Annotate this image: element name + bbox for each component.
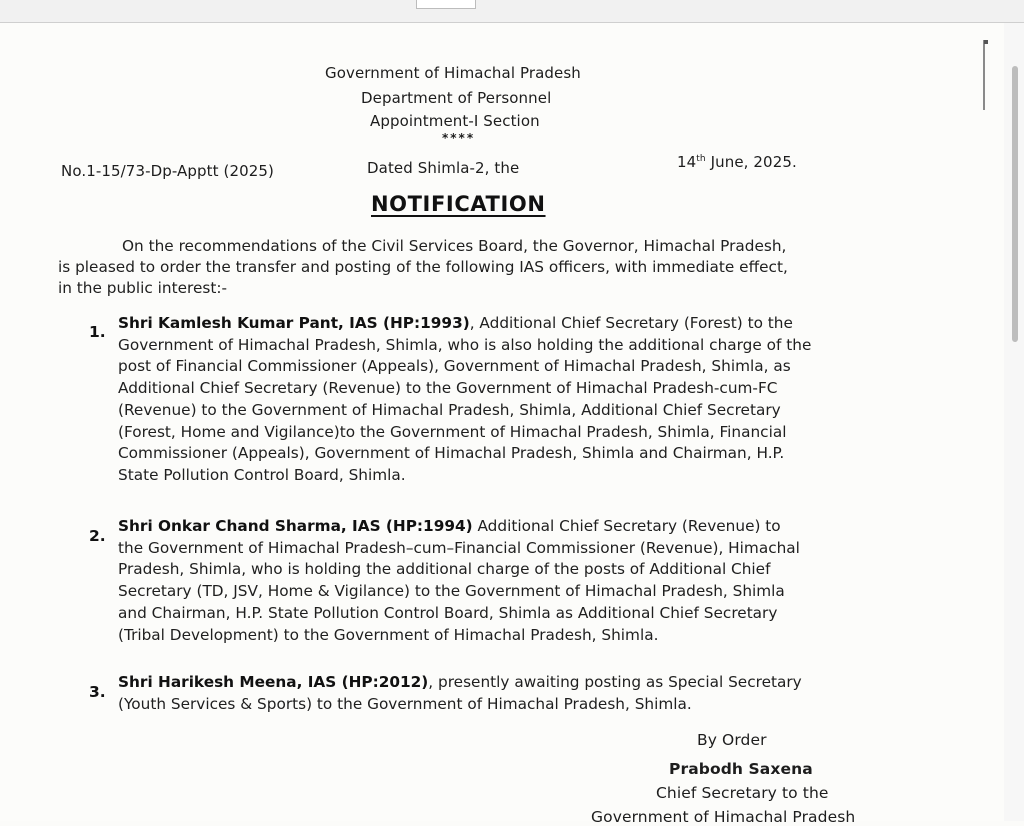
item-1-text: , Additional Chief Secretary (Forest) to the bbox=[469, 314, 793, 332]
header-section: Appointment-I Section bbox=[370, 112, 540, 130]
item-2-line: Secretary (TD, JSV, Home & Vigilance) to the Government of Himachal Pradesh, Shimla bbox=[118, 582, 785, 601]
signatory-organization: Government of Himachal Pradesh bbox=[591, 808, 856, 826]
intro-paragraph bbox=[58, 236, 788, 299]
item-2-line: and Chairman, H.P. State Pollution Control Board, Shimla as Additional Chief Secretary bbox=[118, 603, 778, 622]
intro-line-2: is pleased to order the transfer and posting of the following IAS officers, with immediate effect, bbox=[58, 258, 788, 276]
item-1-number: 1. bbox=[89, 323, 106, 341]
item-2-line: (Tribal Development) to the Government of Himachal Pradesh, Shimla. bbox=[118, 625, 659, 644]
signatory-name: Prabodh Saxena bbox=[669, 760, 813, 778]
item-3-number: 3. bbox=[89, 683, 106, 701]
item-1-line: State Pollution Control Board, Shimla. bbox=[118, 465, 406, 484]
signatory-designation: Chief Secretary to the bbox=[656, 784, 829, 802]
item-1-line: post of Financial Commissioner (Appeals), Government of Himachal Pradesh, Shimla, as bbox=[118, 357, 791, 376]
dated-label: Dated Shimla-2, the bbox=[367, 159, 520, 177]
header-stars: **** bbox=[442, 131, 476, 145]
notification-title: NOTIFICATION bbox=[371, 192, 546, 216]
notification-date: 14th June, 2025. bbox=[677, 153, 797, 171]
item-1-line: Additional Chief Secretary (Revenue) to the Government of Himachal Pradesh-cum-FC bbox=[118, 379, 778, 398]
item-2-officer-name: Shri Onkar Chand Sharma, IAS (HP:1994) bbox=[118, 517, 473, 535]
item-1-line: Government of Himachal Pradesh, Shimla, who is also holding the additional charge of the bbox=[118, 335, 812, 354]
viewer-toolbar bbox=[0, 0, 1024, 23]
item-3-officer-name: Shri Harikesh Meena, IAS (HP:2012) bbox=[118, 673, 429, 691]
header-department: Department of Personnel bbox=[361, 89, 552, 107]
item-2-line: Pradesh, Shimla, who is holding the additional charge of the posts of Additional Chief bbox=[118, 560, 771, 579]
item-1-line: (Revenue) to the Government of Himachal Pradesh, Shimla, Additional Chief Secretary bbox=[118, 400, 781, 419]
item-2 bbox=[118, 516, 800, 646]
item-3-line: (Youth Services & Sports) to the Government of Himachal Pradesh, Shimla. bbox=[118, 694, 692, 713]
intro-line-3: in the public interest:- bbox=[58, 279, 228, 297]
page-edge-dot bbox=[984, 40, 988, 44]
viewer-tab[interactable] bbox=[416, 0, 476, 9]
item-3 bbox=[118, 672, 802, 715]
item-1-officer-name: Shri Kamlesh Kumar Pant, IAS (HP:1993) bbox=[118, 314, 470, 332]
page-edge-mark bbox=[983, 40, 985, 110]
reference-number: No.1-15/73-Dp-Apptt (2025) bbox=[61, 162, 274, 180]
scrollbar-thumb[interactable] bbox=[1012, 66, 1018, 342]
by-order: By Order bbox=[697, 731, 767, 749]
item-1-line: (Forest, Home and Vigilance)to the Government of Himachal Pradesh, Shimla, Financial bbox=[118, 422, 787, 441]
item-3-text: , presently awaiting posting as Special Secretary bbox=[428, 673, 802, 691]
item-2-line: the Government of Himachal Pradesh–cum–Financial Commissioner (Revenue), Himachal bbox=[118, 538, 800, 557]
item-2-number: 2. bbox=[89, 527, 106, 545]
intro-line-1: On the recommendations of the Civil Services Board, the Governor, Himachal Pradesh, bbox=[122, 237, 787, 255]
item-1-line: Commissioner (Appeals), Government of Himachal Pradesh, Shimla and Chairman, H.P. bbox=[118, 444, 785, 463]
item-2-text: Additional Chief Secretary (Revenue) to bbox=[472, 517, 781, 535]
header-government: Government of Himachal Pradesh bbox=[325, 64, 581, 82]
item-1 bbox=[118, 313, 811, 487]
